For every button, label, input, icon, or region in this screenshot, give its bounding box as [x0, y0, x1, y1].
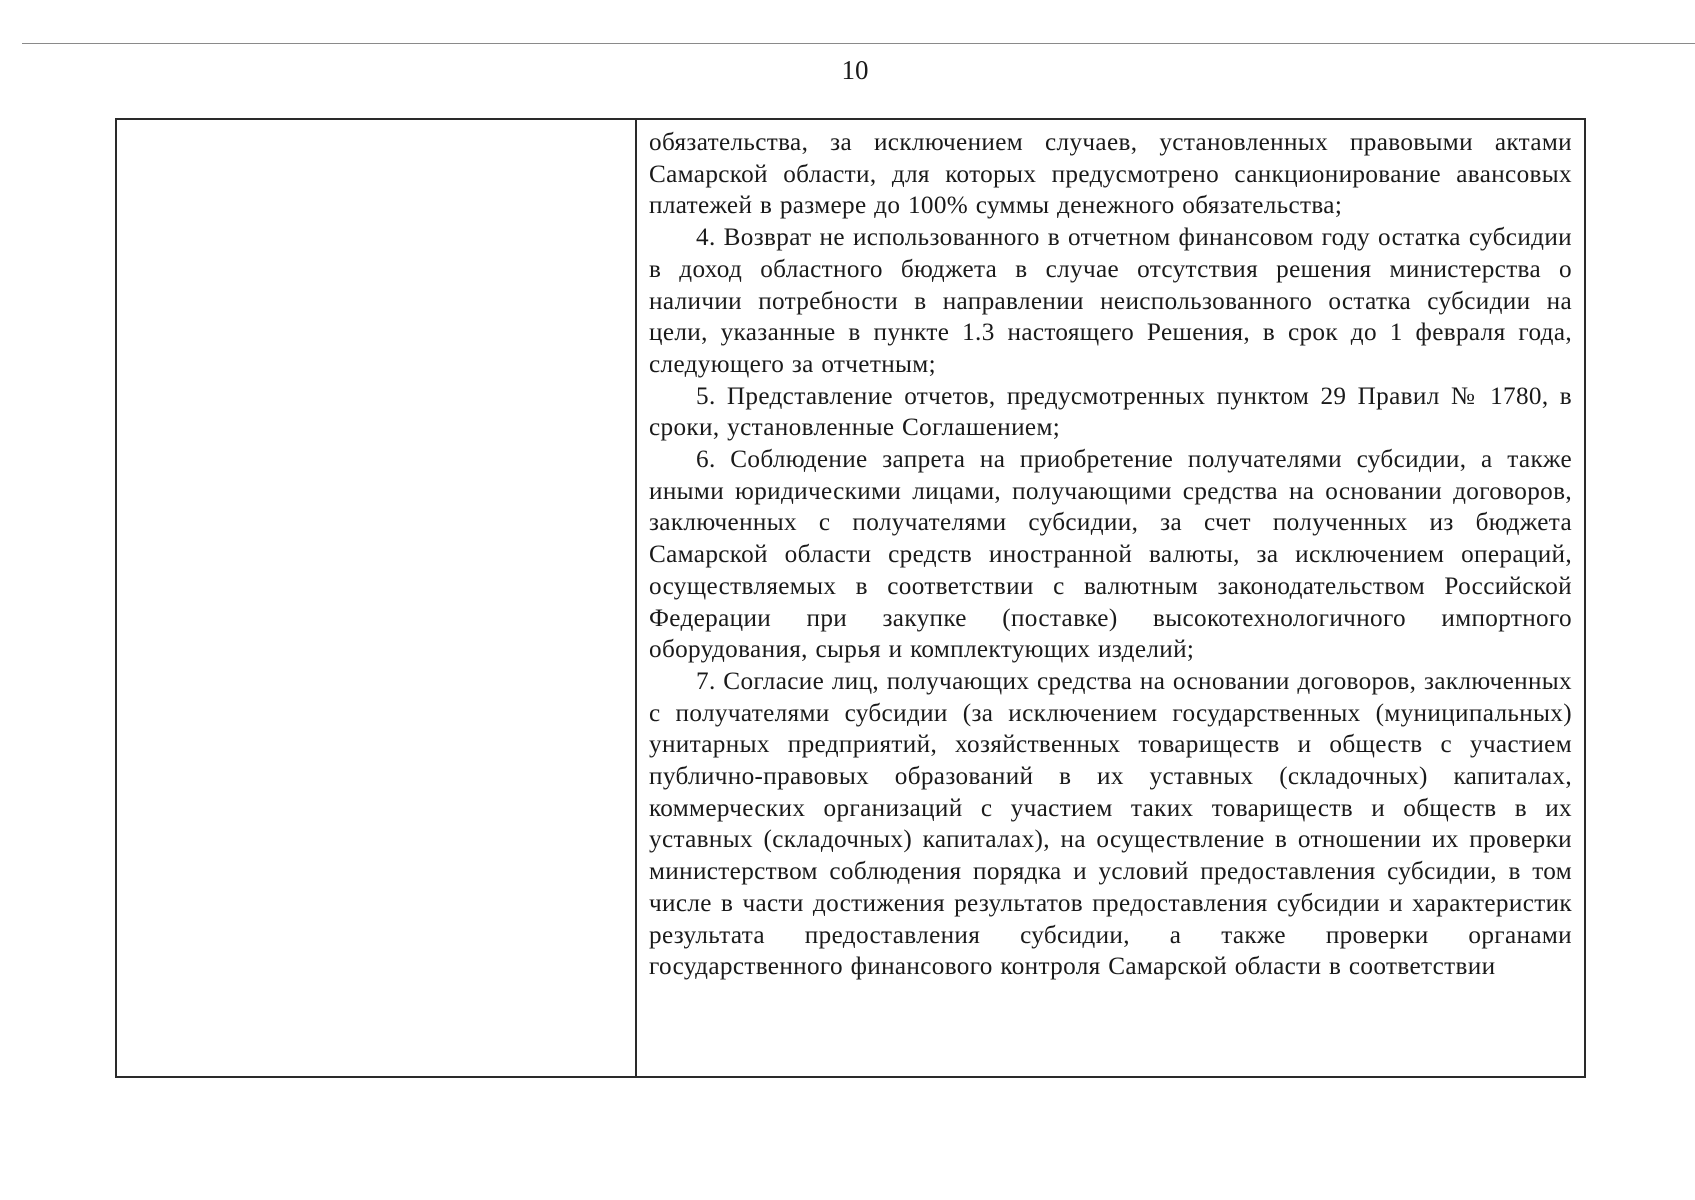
- paragraph-item-7: 7. Согласие лиц, получающих средства на основании договоров, заключенных с получателями субсидии (за исключением государственных (муниципальных) унитарных предприятий, хозяйственных товариществ и обществ с участием публично-правовых образований в их уставных (складочных) капиталах, коммерческих организаций с участием таких товариществ и обществ в их уставных (складочных) капиталах), на осуществление в отношении их проверки министерством соблюдения порядка и условий предоставления субсидии, в том числе в части достижения результатов предоставления субсидии и характеристик результата предоставления субсидии, а также проверки органами государственного финансового контроля Самарской области в соответствии: [649, 667, 1572, 981]
- page-number: 10: [841, 55, 869, 85]
- paragraph-item-4: 4. Возврат не использованного в отчетном финансовом году остатка субсидии в доход областного бюджета в случае отсутствия решения министерства о наличии потребности в направлении неиспользованного остатка субсидии на цели, указанные в пункте 1.3 настоящего Решения, в срок до 1 февраля года, следующего за отчетным;: [649, 224, 1572, 378]
- table-left-cell: [117, 120, 637, 1076]
- header-rule: [22, 43, 1695, 44]
- document-table: [115, 118, 1586, 1078]
- table-right-cell: [637, 120, 1584, 1076]
- paragraph-continuation: обязательства, за исключением случаев, установленных правовыми актами Самарской области, для которых предусмотрено санкционирование авансовых платежей в размере до 100% суммы денежного обязательства;: [649, 129, 1572, 220]
- paragraph-item-5: 5. Представление отчетов, предусмотренных пунктом 29 Правил № 1780, в сроки, установленные Соглашением;: [649, 382, 1572, 442]
- paragraph-item-6: 6. Соблюдение запрета на приобретение получателями субсидии, а также иными юридическими лицами, получающими средства на основании договоров, заключенных с получателями субсидии, за счет полученных из бюджета Самарской области средств иностранной валюты, за исключением операций, осуществляемых в соответствии с валютным законодательством Российской Федерации при закупке (поставке) высокотехнологичного импортного оборудования, сырья и комплектующих изделий;: [649, 446, 1572, 664]
